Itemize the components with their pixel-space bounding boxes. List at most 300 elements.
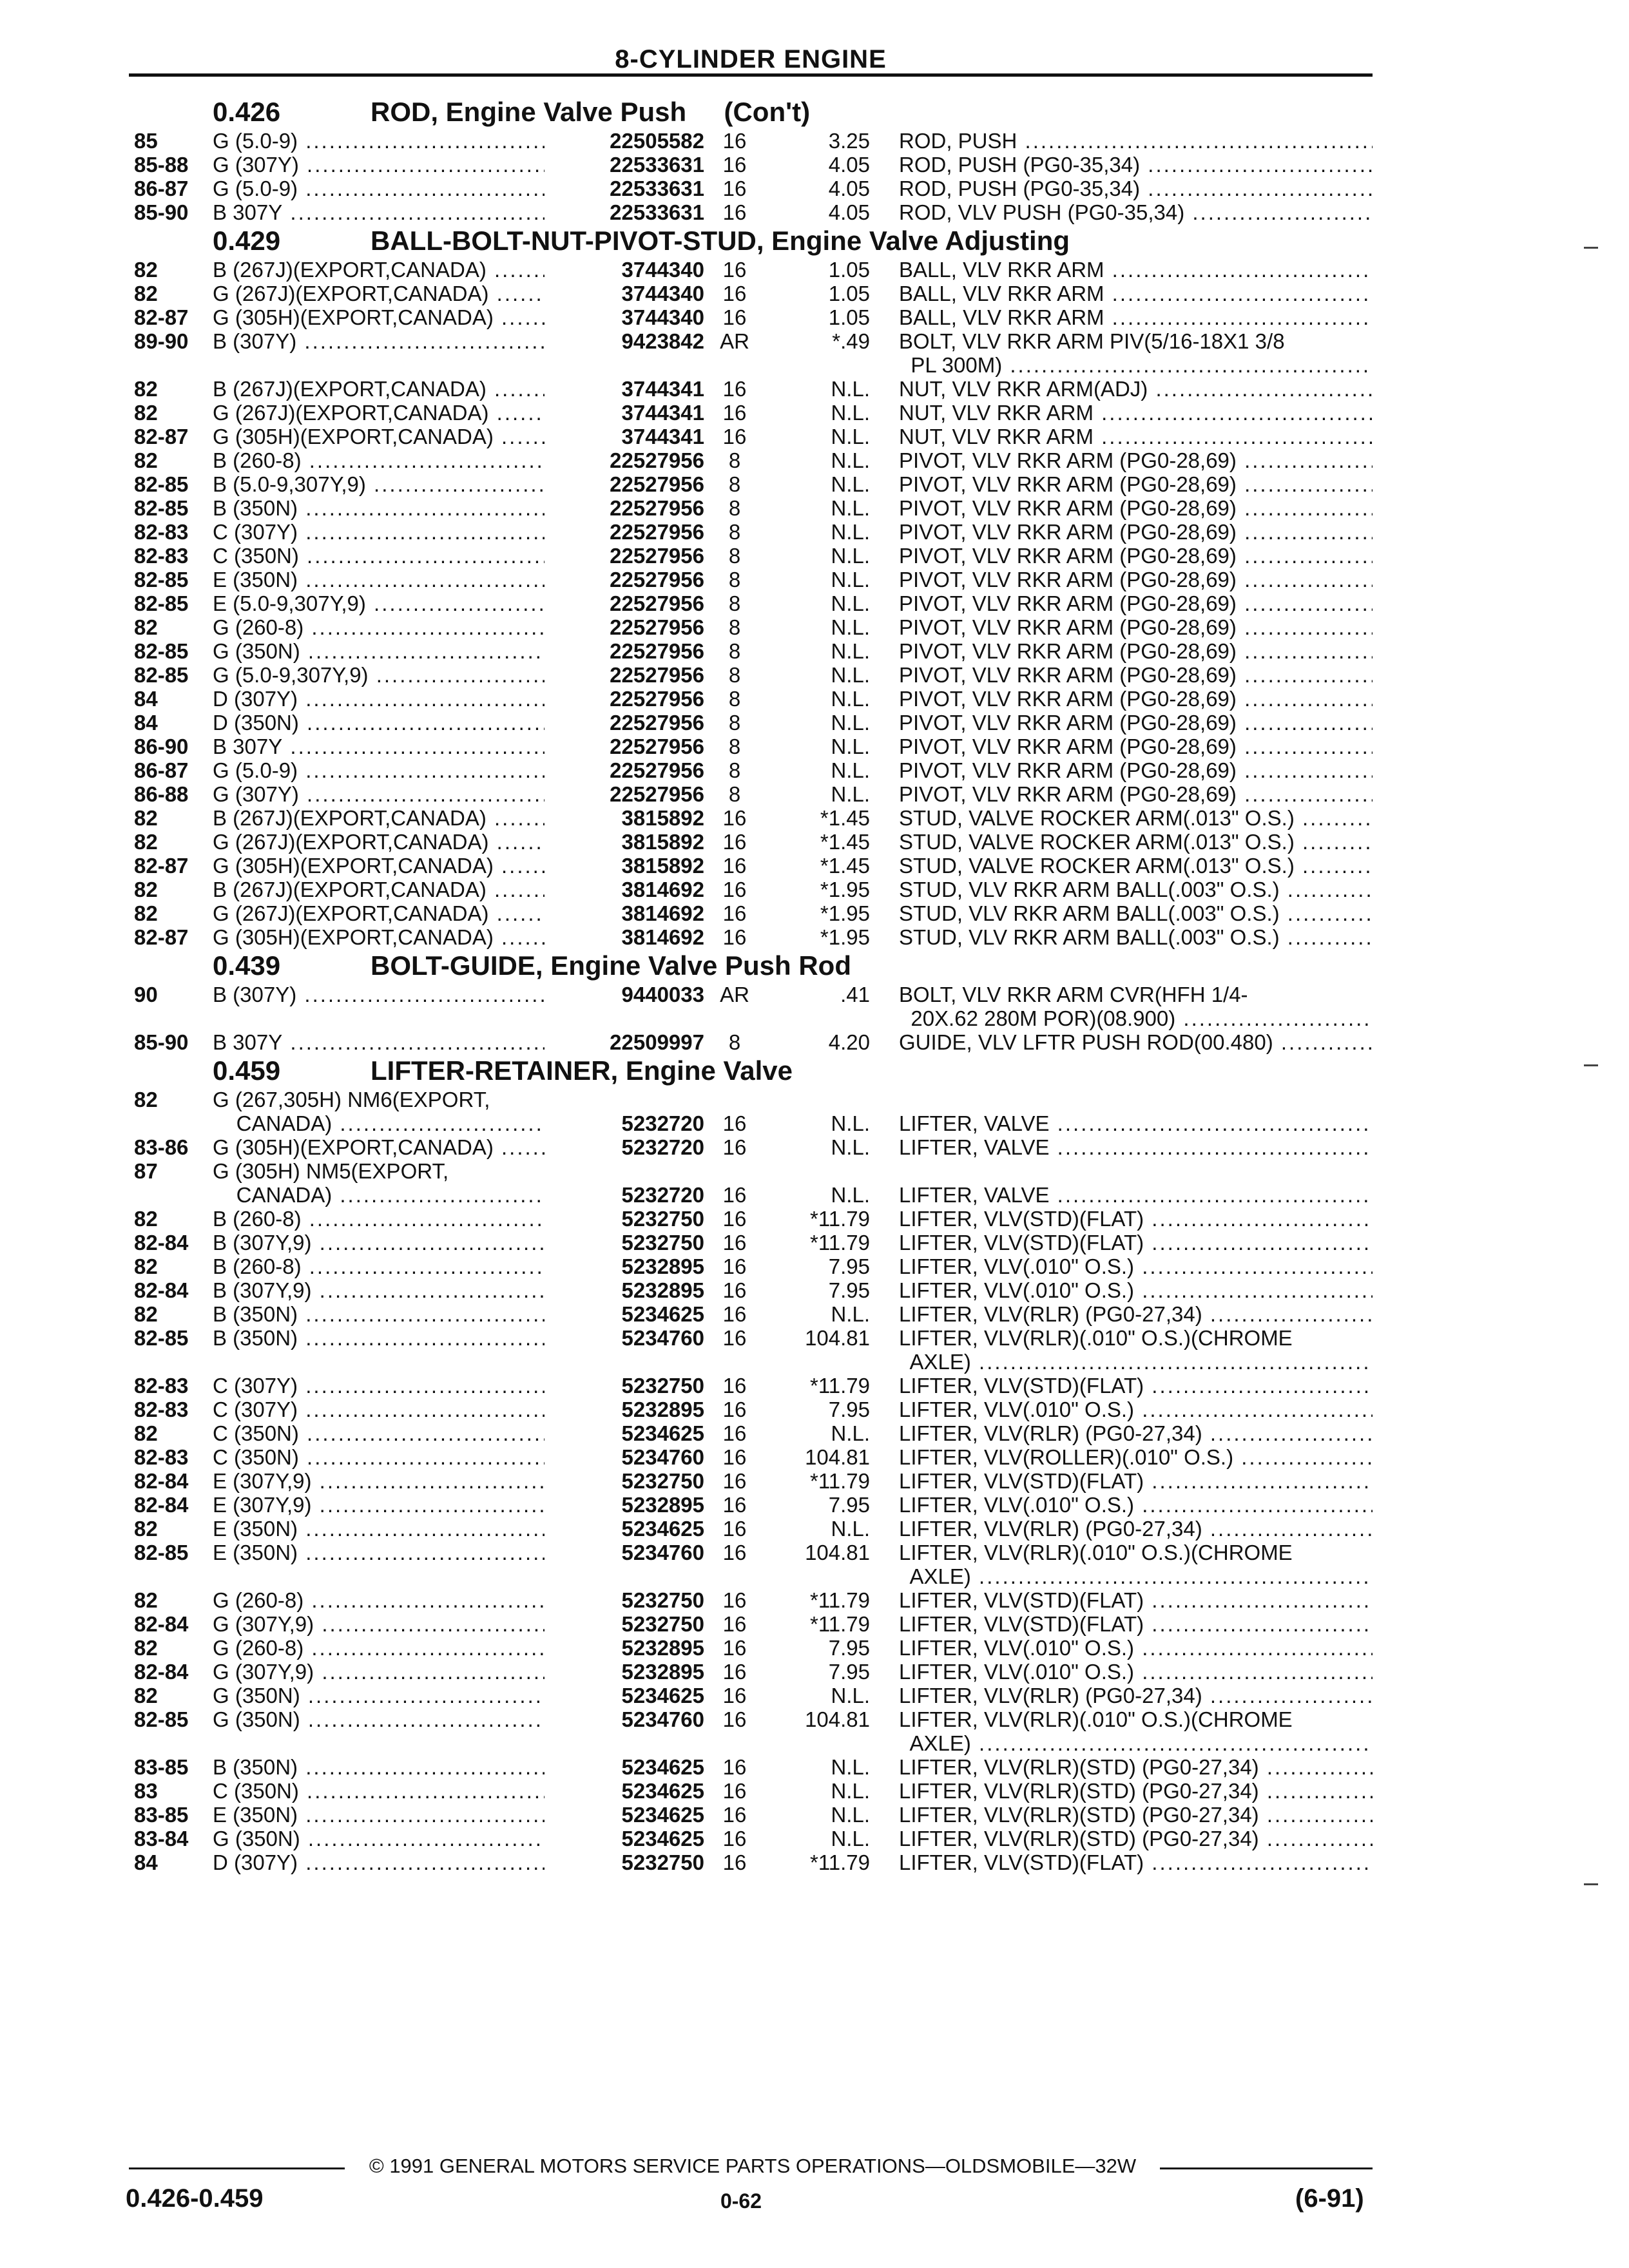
part-number: 3815892	[545, 830, 704, 854]
year-range: 82	[134, 806, 158, 830]
part-number: 22527956	[545, 735, 704, 758]
quantity: 16	[722, 1588, 747, 1612]
description: PIVOT, VLV RKR ARM (PG0-28,69) .....	[899, 448, 1373, 472]
description: STUD, VLV RKR ARM BALL(.003" O.S.) .....	[899, 878, 1373, 901]
price: 7.95	[828, 1493, 870, 1517]
parts-row	[129, 591, 1373, 615]
parts-row	[129, 1636, 1373, 1660]
price: 7.95	[828, 1636, 870, 1660]
section-number: 0.429	[213, 226, 281, 256]
year-range: 82-87	[134, 854, 189, 878]
parts-row	[129, 448, 1373, 472]
part-number: 5234625	[545, 1779, 704, 1803]
price: *11.79	[810, 1469, 870, 1493]
application: G (267J)(EXPORT,CANADA) .....	[213, 282, 580, 305]
application: D (307Y) .....	[213, 1850, 580, 1874]
parts-row	[129, 1006, 1373, 1030]
part-number: 5232720	[545, 1135, 704, 1159]
application: E (350N) .....	[213, 1541, 580, 1564]
price: N.L.	[831, 663, 870, 687]
year-range: 85-90	[134, 200, 189, 224]
part-number: 5234625	[545, 1803, 704, 1827]
quantity: 16	[722, 854, 747, 878]
year-range: 86-88	[134, 782, 189, 806]
price: 4.05	[828, 153, 870, 177]
year-range: 82	[134, 1421, 158, 1445]
price: 1.05	[828, 258, 870, 282]
part-number: 5234625	[545, 1517, 704, 1541]
price: N.L.	[831, 1827, 870, 1850]
application: E (307Y,9) .....	[213, 1469, 580, 1493]
description: NUT, VLV RKR ARM .....	[899, 425, 1373, 448]
description: PIVOT, VLV RKR ARM (PG0-28,69) .....	[899, 758, 1373, 782]
parts-row	[129, 1374, 1373, 1398]
application: G (5.0-9) .....	[213, 129, 580, 153]
price: N.L.	[831, 1803, 870, 1827]
quantity: AR	[720, 983, 749, 1006]
year-range: 86-87	[134, 758, 189, 782]
price: N.L.	[831, 568, 870, 591]
description: LIFTER, VLV(STD)(FLAT) .....	[899, 1231, 1373, 1254]
part-number: 22527956	[545, 711, 704, 735]
parts-row	[129, 520, 1373, 544]
parts-row	[129, 615, 1373, 639]
quantity: 8	[728, 496, 741, 520]
year-range: 83-85	[134, 1803, 189, 1827]
part-number: 3744341	[545, 377, 704, 401]
footer-group-range: 0.426-0.459	[126, 2184, 264, 2213]
year-range: 82	[134, 830, 158, 854]
quantity: 8	[728, 711, 741, 735]
parts-row	[129, 1541, 1373, 1564]
price: *11.79	[810, 1612, 870, 1636]
quantity: 8	[728, 1030, 741, 1054]
year-range: 82-87	[134, 425, 189, 448]
application: C (350N) .....	[213, 1445, 580, 1469]
application: B (267J)(EXPORT,CANADA) .....	[213, 258, 580, 282]
part-number: 3744340	[545, 305, 704, 329]
parts-row	[129, 153, 1373, 177]
application: B (350N) .....	[213, 1755, 580, 1779]
quantity: 16	[722, 1302, 747, 1326]
parts-row	[129, 1254, 1373, 1278]
description: LIFTER, VALVE .....	[899, 1111, 1373, 1135]
quantity: 16	[722, 830, 747, 854]
footer-copyright-line	[129, 2153, 1373, 2179]
part-number: 5232750	[545, 1374, 704, 1398]
application: G (260-8) .....	[213, 1636, 580, 1660]
application: E (350N) .....	[213, 568, 580, 591]
part-number: 22509997	[545, 1030, 704, 1054]
quantity: 16	[722, 1135, 747, 1159]
year-range: 82-83	[134, 1445, 189, 1469]
year-range: 82-83	[134, 520, 189, 544]
parts-row	[129, 1779, 1373, 1803]
part-number: 22527956	[545, 520, 704, 544]
section-name: ROD, Engine Valve Push (Con't)	[371, 97, 811, 127]
section-name: LIFTER-RETAINER, Engine Valve	[371, 1055, 793, 1086]
description: LIFTER, VALVE .....	[899, 1135, 1373, 1159]
quantity: 8	[728, 591, 741, 615]
quantity: 16	[722, 1111, 747, 1135]
part-number: 22527956	[545, 758, 704, 782]
quantity: AR	[720, 329, 749, 353]
year-range: 82	[134, 401, 158, 425]
quantity: 16	[722, 1827, 747, 1850]
description: 20X.62 280M POR)(08.900) .....	[899, 1006, 1373, 1030]
year-range: 82-83	[134, 544, 189, 568]
price: 4.05	[828, 200, 870, 224]
price: N.L.	[831, 1517, 870, 1541]
parts-row	[129, 1612, 1373, 1636]
part-number: 5232750	[545, 1612, 704, 1636]
price: 7.95	[828, 1398, 870, 1421]
description: PIVOT, VLV RKR ARM (PG0-28,69) .....	[899, 663, 1373, 687]
parts-row	[129, 1850, 1373, 1874]
description: BALL, VLV RKR ARM .....	[899, 258, 1373, 282]
quantity: 16	[722, 305, 747, 329]
part-number: 3744340	[545, 282, 704, 305]
section-name: BALL-BOLT-NUT-PIVOT-STUD, Engine Valve Adjusting	[371, 226, 1070, 256]
application: CANADA) .....	[213, 1183, 580, 1207]
description: LIFTER, VLV(RLR) (PG0-27,34) .....	[899, 1517, 1373, 1541]
price: *1.45	[820, 830, 870, 854]
application: C (307Y) .....	[213, 520, 580, 544]
application: G (305H)(EXPORT,CANADA) .....	[213, 925, 580, 949]
description: LIFTER, VLV(.010" O.S.) .....	[899, 1398, 1373, 1421]
description: PIVOT, VLV RKR ARM (PG0-28,69) .....	[899, 472, 1373, 496]
application: G (5.0-9) .....	[213, 177, 580, 200]
application: B (350N) .....	[213, 496, 580, 520]
header-rule	[129, 73, 1373, 77]
margin-mark	[1584, 1883, 1598, 1885]
quantity: 16	[722, 1684, 747, 1707]
application: B (307Y) .....	[213, 983, 580, 1006]
parts-row	[129, 401, 1373, 425]
application: B (267J)(EXPORT,CANADA) .....	[213, 878, 580, 901]
price: N.L.	[831, 1684, 870, 1707]
quantity: 8	[728, 782, 741, 806]
parts-row	[129, 1731, 1373, 1755]
description: PIVOT, VLV RKR ARM (PG0-28,69) .....	[899, 568, 1373, 591]
price: 104.81	[805, 1445, 870, 1469]
description: PIVOT, VLV RKR ARM (PG0-28,69) .....	[899, 544, 1373, 568]
description: LIFTER, VLV(.010" O.S.) .....	[899, 1636, 1373, 1660]
quantity: 16	[722, 925, 747, 949]
parts-row	[129, 854, 1373, 878]
application: B 307Y .....	[213, 1030, 580, 1054]
part-number: 22527956	[545, 568, 704, 591]
parts-row	[129, 1493, 1373, 1517]
application: E (350N) .....	[213, 1803, 580, 1827]
parts-row	[129, 258, 1373, 282]
price: N.L.	[831, 496, 870, 520]
parts-row	[129, 1803, 1373, 1827]
year-range: 82	[134, 1684, 158, 1707]
application: G (305H)(EXPORT,CANADA) .....	[213, 854, 580, 878]
quantity: 16	[722, 377, 747, 401]
description: LIFTER, VLV(STD)(FLAT) .....	[899, 1612, 1373, 1636]
parts-row	[129, 1469, 1373, 1493]
price: 7.95	[828, 1278, 870, 1302]
price: *1.45	[820, 854, 870, 878]
year-range: 82	[134, 448, 158, 472]
quantity: 8	[728, 448, 741, 472]
price: N.L.	[831, 735, 870, 758]
application: G (307Y,9) .....	[213, 1660, 580, 1684]
quantity: 16	[722, 1398, 747, 1421]
application: C (307Y) .....	[213, 1398, 580, 1421]
description: PIVOT, VLV RKR ARM (PG0-28,69) .....	[899, 782, 1373, 806]
description: LIFTER, VLV(STD)(FLAT) .....	[899, 1850, 1373, 1874]
quantity: 16	[722, 1517, 747, 1541]
year-range: 82-84	[134, 1231, 189, 1254]
parts-row	[129, 983, 1373, 1006]
description: LIFTER, VLV(RLR)(.010" O.S.)(CHROME	[899, 1541, 1293, 1564]
application: B (267J)(EXPORT,CANADA) .....	[213, 806, 580, 830]
application: B (267J)(EXPORT,CANADA) .....	[213, 377, 580, 401]
quantity: 16	[722, 425, 747, 448]
parts-row	[129, 1183, 1373, 1207]
parts-row	[129, 901, 1373, 925]
parts-row	[129, 544, 1373, 568]
year-range: 82	[134, 1088, 158, 1111]
price: N.L.	[831, 711, 870, 735]
application: B (307Y,9) .....	[213, 1231, 580, 1254]
part-number: 5232750	[545, 1469, 704, 1493]
application: G (267J)(EXPORT,CANADA) .....	[213, 401, 580, 425]
price: 104.81	[805, 1326, 870, 1350]
part-number: 22533631	[545, 153, 704, 177]
parts-row	[129, 1588, 1373, 1612]
quantity: 8	[728, 520, 741, 544]
year-range: 84	[134, 1850, 158, 1874]
description: LIFTER, VLV(RLR) (PG0-27,34) .....	[899, 1421, 1373, 1445]
year-range: 82-84	[134, 1469, 189, 1493]
description: STUD, VALVE ROCKER ARM(.013" O.S.) .....	[899, 806, 1373, 830]
part-number: 5234625	[545, 1302, 704, 1326]
application: B (307Y) .....	[213, 329, 580, 353]
description: STUD, VLV RKR ARM BALL(.003" O.S.) .....	[899, 925, 1373, 949]
quantity: 16	[722, 1803, 747, 1827]
quantity: 16	[722, 1660, 747, 1684]
price: 4.05	[828, 177, 870, 200]
application: B (260-8) .....	[213, 448, 580, 472]
quantity: 16	[722, 153, 747, 177]
description: LIFTER, VLV(RLR)(.010" O.S.)(CHROME	[899, 1326, 1293, 1350]
part-number: 3814692	[545, 878, 704, 901]
price: *11.79	[810, 1588, 870, 1612]
parts-row	[129, 425, 1373, 448]
quantity: 8	[728, 758, 741, 782]
application: B 307Y .....	[213, 735, 580, 758]
description: LIFTER, VLV(RLR) (PG0-27,34) .....	[899, 1302, 1373, 1326]
description: BOLT, VLV RKR ARM PIV(5/16-18X1 3/8	[899, 329, 1285, 353]
year-range: 87	[134, 1159, 158, 1183]
quantity: 16	[722, 200, 747, 224]
part-number: 3815892	[545, 854, 704, 878]
description: LIFTER, VLV(STD)(FLAT) .....	[899, 1588, 1373, 1612]
price: N.L.	[831, 782, 870, 806]
year-range: 82	[134, 1302, 158, 1326]
year-range: 82-85	[134, 1541, 189, 1564]
application: B (260-8) .....	[213, 1254, 580, 1278]
part-number: 3744340	[545, 258, 704, 282]
year-range: 83	[134, 1779, 158, 1803]
part-number: 22533631	[545, 177, 704, 200]
description: LIFTER, VLV(STD)(FLAT) .....	[899, 1207, 1373, 1231]
part-number: 22505582	[545, 129, 704, 153]
description: LIFTER, VLV(.010" O.S.) .....	[899, 1493, 1373, 1517]
section-number: 0.439	[213, 950, 281, 981]
description: ROD, PUSH .....	[899, 129, 1373, 153]
year-range: 82	[134, 615, 158, 639]
quantity: 16	[722, 1421, 747, 1445]
part-number: 5232895	[545, 1493, 704, 1517]
description: ROD, PUSH (PG0-35,34) .....	[899, 153, 1373, 177]
application: D (307Y) .....	[213, 687, 580, 711]
application: G (350N) .....	[213, 639, 580, 663]
year-range: 82	[134, 1588, 158, 1612]
year-range: 82	[134, 1636, 158, 1660]
application: B (350N) .....	[213, 1326, 580, 1350]
application: G (307Y) .....	[213, 153, 580, 177]
year-range: 82	[134, 1207, 158, 1231]
quantity: 16	[722, 806, 747, 830]
year-range: 85	[134, 129, 158, 153]
description: LIFTER, VLV(STD)(FLAT) .....	[899, 1469, 1373, 1493]
quantity: 8	[728, 663, 741, 687]
application: G (267J)(EXPORT,CANADA) .....	[213, 830, 580, 854]
footer-rule-right	[1160, 2167, 1373, 2169]
quantity: 16	[722, 1755, 747, 1779]
part-number: 5232750	[545, 1207, 704, 1231]
application: B (5.0-9,307Y,9) .....	[213, 472, 580, 496]
price: N.L.	[831, 472, 870, 496]
part-number: 5232895	[545, 1398, 704, 1421]
year-range: 82-84	[134, 1278, 189, 1302]
quantity: 16	[722, 878, 747, 901]
parts-row	[129, 687, 1373, 711]
quantity: 16	[722, 1231, 747, 1254]
parts-row	[129, 1684, 1373, 1707]
price: N.L.	[831, 758, 870, 782]
application: G (260-8) .....	[213, 615, 580, 639]
year-range: 82	[134, 1254, 158, 1278]
part-number: 22527956	[545, 591, 704, 615]
year-range: 86-90	[134, 735, 189, 758]
part-number: 22527956	[545, 687, 704, 711]
page-title: 8-CYLINDER ENGINE	[615, 45, 887, 73]
section-title	[129, 95, 1373, 129]
margin-mark	[1584, 247, 1598, 249]
parts-row	[129, 282, 1373, 305]
part-number: 3814692	[545, 901, 704, 925]
year-range: 82-85	[134, 496, 189, 520]
description: PIVOT, VLV RKR ARM (PG0-28,69) .....	[899, 496, 1373, 520]
quantity: 8	[728, 472, 741, 496]
year-range: 82-83	[134, 1398, 189, 1421]
year-range: 82-85	[134, 1326, 189, 1350]
application: C (350N) .....	[213, 1421, 580, 1445]
description: PIVOT, VLV RKR ARM (PG0-28,69) .....	[899, 639, 1373, 663]
quantity: 16	[722, 1541, 747, 1564]
year-range: 82-84	[134, 1660, 189, 1684]
quantity: 16	[722, 1207, 747, 1231]
application: G (267,305H) NM6(EXPORT,	[213, 1088, 490, 1111]
price: N.L.	[831, 591, 870, 615]
application: E (5.0-9,307Y,9) .....	[213, 591, 580, 615]
parts-row	[129, 639, 1373, 663]
price: N.L.	[831, 425, 870, 448]
price: 7.95	[828, 1660, 870, 1684]
price: 4.20	[828, 1030, 870, 1054]
application: E (307Y,9) .....	[213, 1493, 580, 1517]
parts-row	[129, 305, 1373, 329]
parts-row	[129, 1564, 1373, 1588]
price: *11.79	[810, 1850, 870, 1874]
quantity: 16	[722, 1374, 747, 1398]
quantity: 8	[728, 639, 741, 663]
parts-row	[129, 806, 1373, 830]
description: LIFTER, VLV(RLR)(STD) (PG0-27,34) .....	[899, 1803, 1373, 1827]
quantity: 8	[728, 544, 741, 568]
parts-row	[129, 1111, 1373, 1135]
price: *1.95	[820, 901, 870, 925]
quantity: 16	[722, 258, 747, 282]
application: G (305H) NM5(EXPORT,	[213, 1159, 449, 1183]
application: G (305H)(EXPORT,CANADA) .....	[213, 425, 580, 448]
description: LIFTER, VLV(ROLLER)(.010" O.S.) .....	[899, 1445, 1373, 1469]
part-number: 5232750	[545, 1850, 704, 1874]
application: B (307Y,9) .....	[213, 1278, 580, 1302]
quantity: 16	[722, 401, 747, 425]
application: G (307Y,9) .....	[213, 1612, 580, 1636]
description: AXLE) .....	[899, 1731, 1373, 1755]
application: D (350N) .....	[213, 711, 580, 735]
description: LIFTER, VLV(RLR) (PG0-27,34) .....	[899, 1684, 1373, 1707]
description: PIVOT, VLV RKR ARM (PG0-28,69) .....	[899, 520, 1373, 544]
description: AXLE) .....	[899, 1350, 1373, 1374]
quantity: 16	[722, 1779, 747, 1803]
part-number: 5232720	[545, 1111, 704, 1135]
price: N.L.	[831, 1111, 870, 1135]
parts-row	[129, 925, 1373, 949]
margin-mark	[1584, 1064, 1598, 1066]
parts-row	[129, 711, 1373, 735]
part-number: 22527956	[545, 496, 704, 520]
application: G (260-8) .....	[213, 1588, 580, 1612]
quantity: 16	[722, 1612, 747, 1636]
year-range: 82	[134, 1517, 158, 1541]
price: N.L.	[831, 687, 870, 711]
description: STUD, VALVE ROCKER ARM(.013" O.S.) .....	[899, 854, 1373, 878]
description: PIVOT, VLV RKR ARM (PG0-28,69) .....	[899, 687, 1373, 711]
price: *1.95	[820, 878, 870, 901]
year-range: 82-87	[134, 925, 189, 949]
description: LIFTER, VALVE .....	[899, 1183, 1373, 1207]
part-number: 5234760	[545, 1326, 704, 1350]
year-range: 82-84	[134, 1612, 189, 1636]
application: CANADA) .....	[213, 1111, 580, 1135]
quantity: 16	[722, 1254, 747, 1278]
application: C (350N) .....	[213, 544, 580, 568]
part-number: 22527956	[545, 448, 704, 472]
parts-row	[129, 1421, 1373, 1445]
year-range: 82-85	[134, 472, 189, 496]
parts-row	[129, 568, 1373, 591]
price: N.L.	[831, 1779, 870, 1803]
